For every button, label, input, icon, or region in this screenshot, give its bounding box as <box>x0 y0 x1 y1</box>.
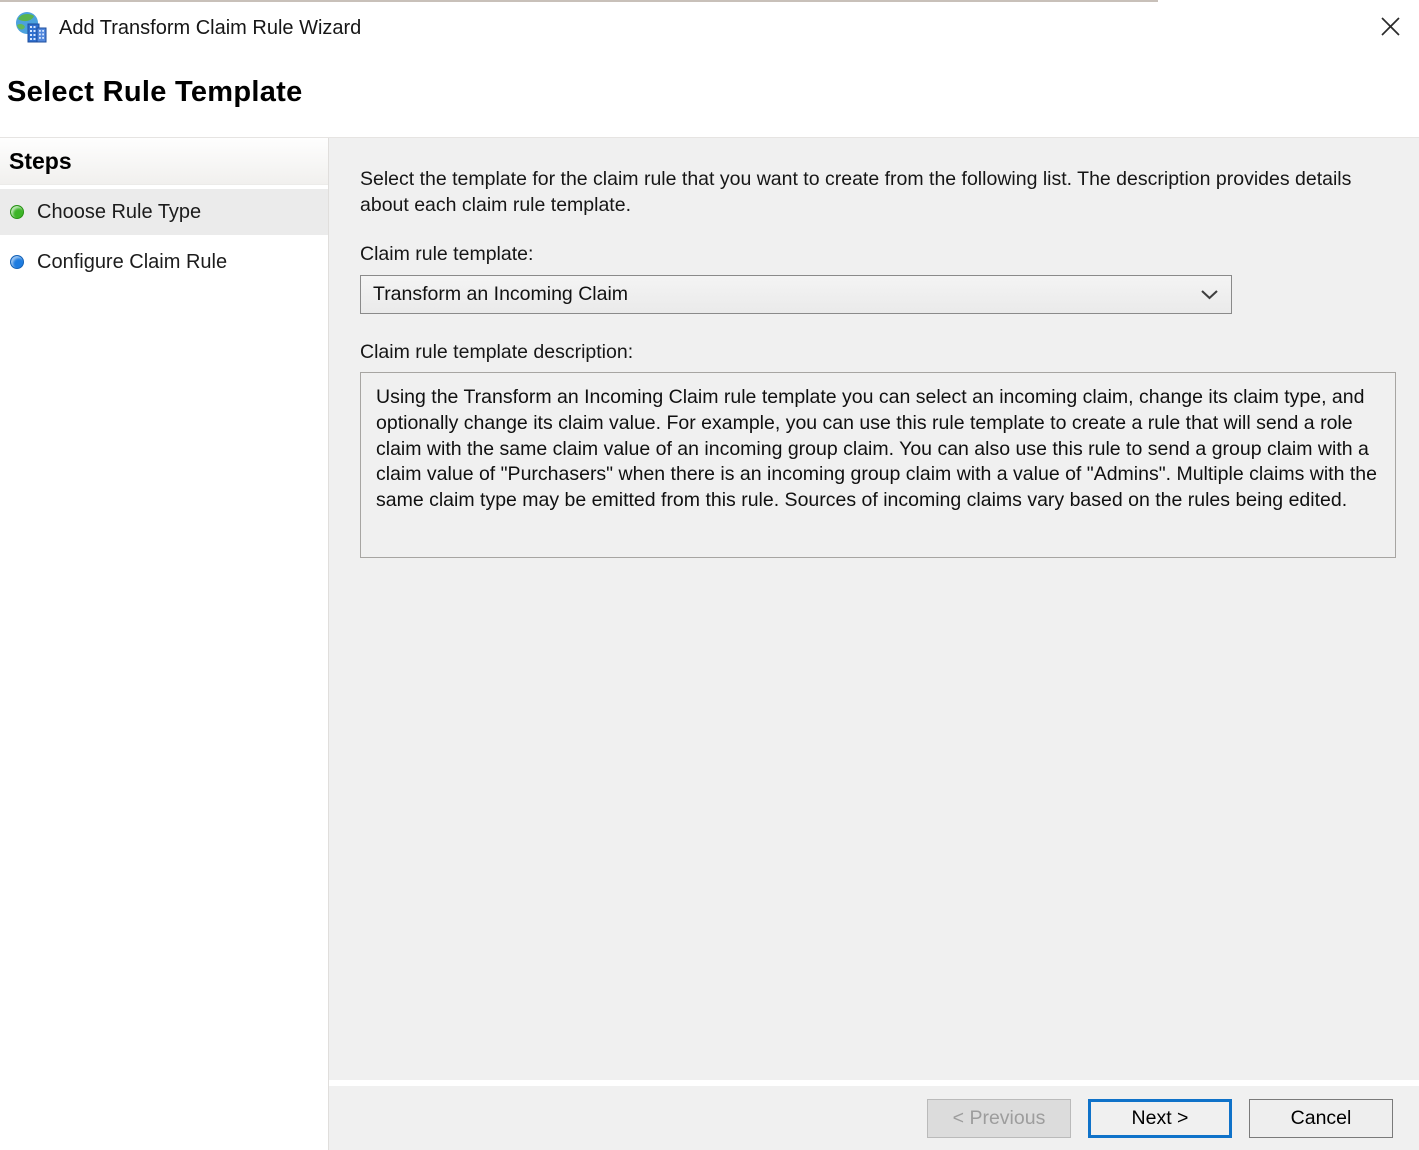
claim-rule-template-label: Claim rule template: <box>360 243 534 265</box>
window-title: Add Transform Claim Rule Wizard <box>59 16 362 39</box>
step-current-dot-icon <box>10 205 24 219</box>
description-label: Claim rule template description: <box>360 341 634 363</box>
step-item-configure-claim-rule <box>0 239 328 285</box>
window-titlebar <box>0 0 1419 50</box>
close-icon <box>1380 16 1401 37</box>
steps-header: Steps <box>0 138 328 185</box>
wizard-body <box>0 137 1419 1150</box>
step-item-label: Choose Rule Type <box>37 200 202 223</box>
description-box <box>360 372 1396 558</box>
step-item-label: Configure Claim Rule <box>37 250 228 273</box>
cancel-button[interactable]: Cancel <box>1249 1099 1393 1138</box>
main-panel <box>329 138 1419 1150</box>
footer-button-bar <box>329 1086 1419 1150</box>
previous-button[interactable]: < Previous <box>927 1099 1071 1138</box>
step-item-choose-rule-type <box>0 189 328 235</box>
intro-text: Select the template for the claim rule that you want to create from the following list. The description provides details about each claim rule template. <box>360 168 1352 216</box>
description-text: Using the Transform an Incoming Claim rule template you can select an incoming claim, change its claim type, and optionally change its claim value. For example, you can use this rule template to create a rule that will send a role claim with the same claim value of an incoming group claim. You can also use this rule to send a group claim with a claim value of "Purchasers" when there is an incoming group claim with a value of "Admins". Multiple claims with the same claim type may be emitted from this rule. Sources of incoming claims vary based on the rules being edited. <box>376 386 1377 512</box>
steps-sidebar <box>0 138 329 1150</box>
step-upcoming-dot-icon <box>10 255 24 269</box>
page-title: Select Rule Template <box>7 76 303 108</box>
adfs-wizard-icon <box>14 11 48 45</box>
main-content <box>329 138 1419 1080</box>
next-button[interactable]: Next > <box>1088 1099 1232 1138</box>
dropdown-selected-value: Transform an Incoming Claim <box>373 283 629 305</box>
chevron-down-icon <box>1200 289 1219 300</box>
claim-rule-template-dropdown[interactable] <box>360 275 1232 314</box>
close-button[interactable] <box>1373 10 1407 42</box>
